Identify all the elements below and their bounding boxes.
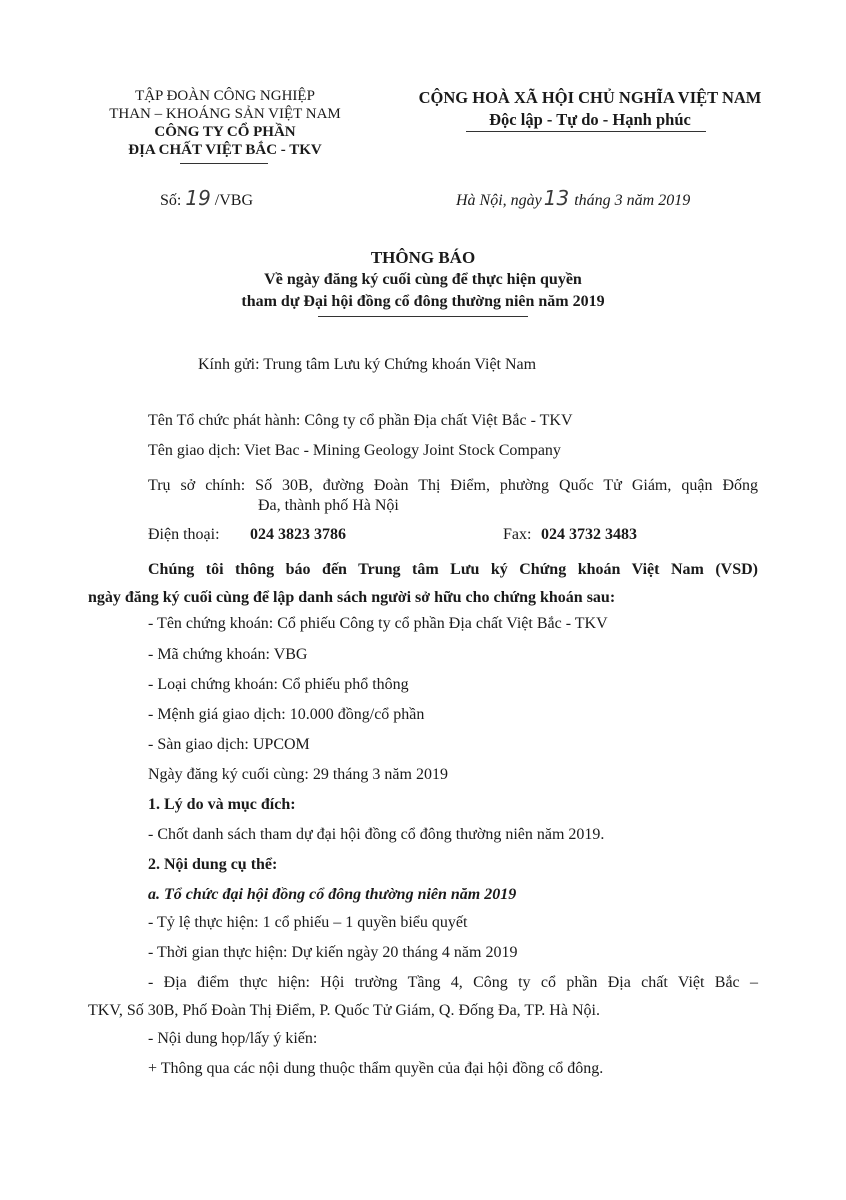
org-parent-line1: TẬP ĐOÀN CÔNG NGHIỆP bbox=[135, 88, 315, 104]
notice-subtitle-1: Về ngày đăng ký cuối cùng để thực hiện quyền bbox=[264, 271, 582, 288]
security-type: - Loại chứng khoán: Cổ phiếu phổ thông bbox=[148, 676, 409, 693]
org-company-line1: CÔNG TY CỔ PHẦN bbox=[154, 124, 296, 140]
national-title: CỘNG HOÀ XÃ HỘI CHỦ NGHĨA VIỆT NAM bbox=[418, 88, 762, 107]
record-date: Ngày đăng ký cuối cùng: 29 tháng 3 năm 2019 bbox=[148, 766, 448, 783]
issuer-hq-line2: Đa, thành phố Hà Nội bbox=[258, 497, 399, 514]
section2-ratio: - Tỷ lệ thực hiện: 1 cổ phiếu – 1 quyền biểu quyết bbox=[148, 914, 468, 931]
header-right-underline bbox=[466, 131, 706, 132]
doc-number-handwritten: 19 bbox=[185, 186, 211, 210]
fax-value: 024 3732 3483 bbox=[541, 526, 637, 543]
title-underline bbox=[318, 316, 528, 317]
section2-heading: 2. Nội dung cụ thể: bbox=[148, 856, 278, 873]
issuer-hq-line1: Trụ sở chính: Số 30B, đường Đoàn Thị Điểm, phường Quốc Tử Giám, quận Đống bbox=[148, 477, 758, 494]
org-parent-line2: THAN – KHOÁNG SẢN VIỆT NAM bbox=[109, 106, 341, 122]
section2-agenda-item: + Thông qua các nội dung thuộc thẩm quyền của đại hội đồng cổ đông. bbox=[148, 1060, 604, 1077]
section1-item: - Chốt danh sách tham dự đại hội đồng cổ đông thường niên năm 2019. bbox=[148, 826, 605, 843]
security-par-value: - Mệnh giá giao dịch: 10.000 đồng/cổ phần bbox=[148, 706, 425, 723]
recipient: Kính gửi: Trung tâm Lưu ký Chứng khoán Việt Nam bbox=[198, 356, 537, 373]
security-name: - Tên chứng khoán: Cổ phiếu Công ty cổ phần Địa chất Việt Bắc - TKV bbox=[148, 615, 608, 632]
phone-label: Điện thoại: bbox=[148, 526, 220, 543]
issuer-name: Tên Tổ chức phát hành: Công ty cổ phần Địa chất Việt Bắc - TKV bbox=[148, 412, 573, 429]
date-prefix: Hà Nội, ngày bbox=[456, 192, 542, 209]
org-company-line2: ĐỊA CHẤT VIỆT BẮC - TKV bbox=[128, 142, 322, 158]
issuer-trade-name: Tên giao dịch: Viet Bac - Mining Geology Joint Stock Company bbox=[148, 442, 561, 459]
date-line bbox=[456, 186, 690, 210]
section2-agenda-label: - Nội dung họp/lấy ý kiến: bbox=[148, 1030, 318, 1047]
phone-value: 024 3823 3786 bbox=[250, 526, 346, 543]
intro-line2: ngày đăng ký cuối cùng để lập danh sách người sở hữu cho chứng khoán sau: bbox=[88, 589, 616, 606]
notice-title: THÔNG BÁO bbox=[370, 248, 476, 267]
section2-venue-line1: - Địa điểm thực hiện: Hội trường Tầng 4, Công ty cổ phần Địa chất Việt Bắc – bbox=[148, 974, 758, 991]
section1-heading: 1. Lý do và mục đích: bbox=[148, 796, 296, 813]
section2-sub-a: a. Tổ chức đại hội đồng cổ đông thường niên năm 2019 bbox=[148, 886, 517, 903]
intro-line1: Chúng tôi thông báo đến Trung tâm Lưu ký Chứng khoán Việt Nam (VSD) bbox=[148, 561, 758, 578]
notice-subtitle-2: tham dự Đại hội đồng cổ đông thường niên năm 2019 bbox=[241, 293, 605, 310]
date-handwritten: 13 bbox=[543, 186, 570, 210]
doc-number bbox=[160, 186, 253, 210]
doc-number-prefix: Số: bbox=[160, 192, 182, 209]
header-left-underline bbox=[180, 163, 268, 164]
section2-time: - Thời gian thực hiện: Dự kiến ngày 20 tháng 4 năm 2019 bbox=[148, 944, 518, 961]
doc-number-suffix: /VBG bbox=[214, 192, 254, 209]
security-exchange: - Sàn giao dịch: UPCOM bbox=[148, 736, 310, 753]
security-code: - Mã chứng khoán: VBG bbox=[148, 646, 308, 663]
section2-venue-line2: TKV, Số 30B, Phố Đoàn Thị Điểm, P. Quốc Tử Giám, Q. Đống Đa, TP. Hà Nội. bbox=[88, 1002, 600, 1019]
date-suffix: tháng 3 năm 2019 bbox=[574, 192, 691, 209]
national-motto: Độc lập - Tự do - Hạnh phúc bbox=[489, 110, 691, 129]
fax-label: Fax: bbox=[503, 526, 532, 543]
